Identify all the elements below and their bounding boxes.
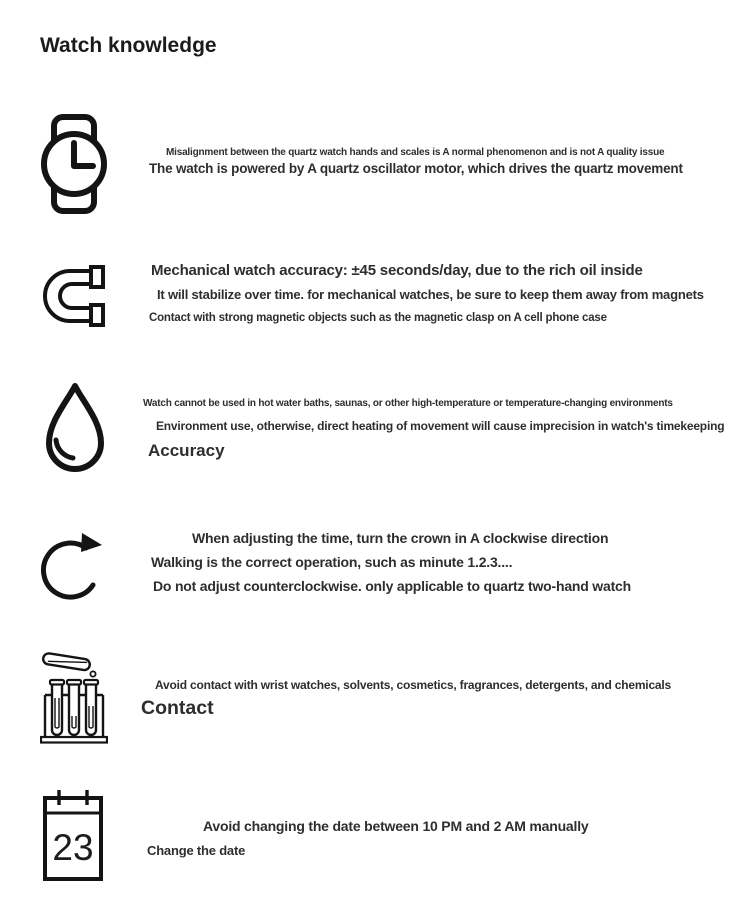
- test-tubes-icon: [40, 648, 108, 745]
- magnet-contact-note: Contact with strong magnetic objects such as the magnetic clasp on A cell phone case: [149, 312, 607, 324]
- walking-operation-text: Walking is the correct operation, such as minute 1.2.3....: [151, 554, 513, 570]
- wrist-watch-icon: [40, 114, 108, 214]
- clockwise-adjust-text: When adjusting the time, turn the crown in A clockwise direction: [192, 530, 609, 546]
- change-date-heading: Change the date: [147, 843, 246, 858]
- chemical-contact-text: Avoid contact with wrist watches, solvents, cosmetics, fragrances, detergents, and chemicals: [155, 678, 671, 692]
- calendar-icon: [42, 788, 104, 883]
- quartz-movement-text: The watch is powered by A quartz oscillator motor, which drives the quartz movement: [149, 161, 683, 176]
- mechanical-accuracy-text: Mechanical watch accuracy: ±45 seconds/day, due to the rich oil inside: [151, 262, 643, 279]
- clockwise-arrow-icon: [40, 525, 104, 603]
- magnet-warning-text: It will stabilize over time. for mechanical watches, be sure to keep them away from magnets: [157, 287, 704, 302]
- environment-use-text: Environment use, otherwise, direct heating of movement will cause imprecision in watch's timekeeping: [156, 419, 725, 433]
- calendar-day-number: 23: [52, 827, 94, 868]
- date-change-warning-text: Avoid changing the date between 10 PM and 2 AM manually: [203, 818, 589, 834]
- counterclockwise-warning-text: Do not adjust counterclockwise. only applicable to quartz two-hand watch: [153, 578, 631, 594]
- page-title: Watch knowledge: [40, 34, 217, 57]
- accuracy-heading: Accuracy: [148, 441, 225, 460]
- magnet-icon: [42, 264, 106, 328]
- quartz-misalignment-note: Misalignment between the quartz watch hands and scales is A normal phenomenon and is not A quality issue: [166, 147, 665, 158]
- water-drop-icon: [42, 381, 108, 477]
- hot-water-warning-note: Watch cannot be used in hot water baths, saunas, or other high-temperature or temperature-changing environments: [143, 398, 673, 409]
- contact-heading: Contact: [141, 697, 214, 719]
